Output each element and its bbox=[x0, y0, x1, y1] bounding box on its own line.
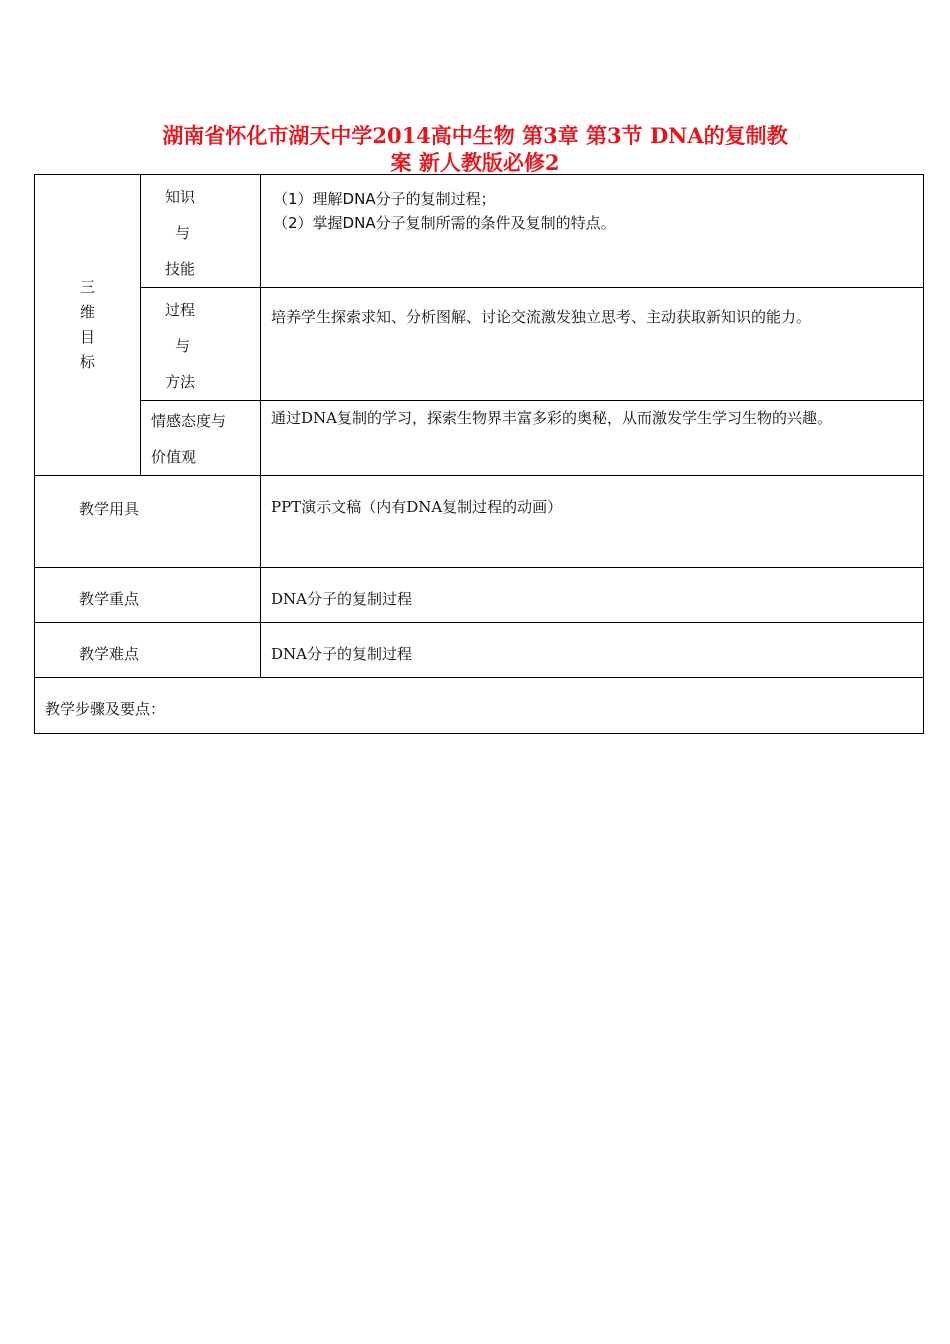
row-process bbox=[35, 288, 924, 401]
emotion-content: 通过DNA复制的学习，探索生物界丰富多彩的奥秘，从而激发学生学习生物的兴趣。 bbox=[261, 401, 924, 476]
knowledge-item: （1）理解DNA分子的复制过程； bbox=[273, 190, 496, 208]
title-line-2: 案 新人教版必修2 bbox=[390, 150, 560, 175]
emotion-label bbox=[141, 401, 261, 476]
row-difficulty bbox=[35, 623, 924, 678]
objectives-label-char: 三 bbox=[79, 278, 95, 296]
row-steps bbox=[35, 678, 924, 734]
knowledge-label bbox=[141, 175, 261, 288]
title-line-1: 湖南省怀化市湖天中学2014高中生物 第3章 第3节 DNA的复制教 bbox=[162, 123, 788, 148]
tools-value: PPT演示文稿（内有DNA复制过程的动画） bbox=[261, 476, 924, 568]
difficulty-value: DNA分子的复制过程 bbox=[261, 623, 924, 678]
row-emotion bbox=[35, 401, 924, 476]
process-label-line: 过程 bbox=[165, 301, 196, 319]
key-point-value: DNA分子的复制过程 bbox=[261, 568, 924, 623]
emotion-label-line: 情感态度与 bbox=[151, 412, 227, 430]
key-point-label: 教学重点 bbox=[35, 568, 261, 623]
process-label-line: 与 bbox=[175, 337, 191, 355]
knowledge-item: （2）掌握DNA分子复制所需的条件及复制的特点。 bbox=[273, 214, 616, 232]
process-label bbox=[141, 288, 261, 401]
row-knowledge bbox=[35, 175, 924, 288]
emotion-label-line: 价值观 bbox=[151, 448, 197, 466]
tools-label: 教学用具 bbox=[35, 476, 261, 568]
knowledge-content bbox=[261, 175, 924, 288]
row-key-point bbox=[35, 568, 924, 623]
objectives-label-char: 标 bbox=[79, 353, 95, 371]
knowledge-label-line: 技能 bbox=[165, 260, 196, 278]
difficulty-label: 教学难点 bbox=[35, 623, 261, 678]
steps-label: 教学步骤及要点： bbox=[35, 678, 924, 734]
lesson-plan-table bbox=[34, 174, 924, 734]
objectives-label-char: 目 bbox=[79, 328, 95, 346]
objectives-group-label bbox=[35, 175, 141, 476]
document-title bbox=[0, 122, 950, 176]
row-tools bbox=[35, 476, 924, 568]
knowledge-label-line: 与 bbox=[175, 224, 191, 242]
objectives-label-char: 维 bbox=[79, 303, 95, 321]
process-content: 培养学生探索求知、分析图解、讨论交流激发独立思考、主动获取新知识的能力。 bbox=[261, 288, 924, 401]
knowledge-label-line: 知识 bbox=[165, 188, 196, 206]
process-label-line: 方法 bbox=[165, 373, 196, 391]
